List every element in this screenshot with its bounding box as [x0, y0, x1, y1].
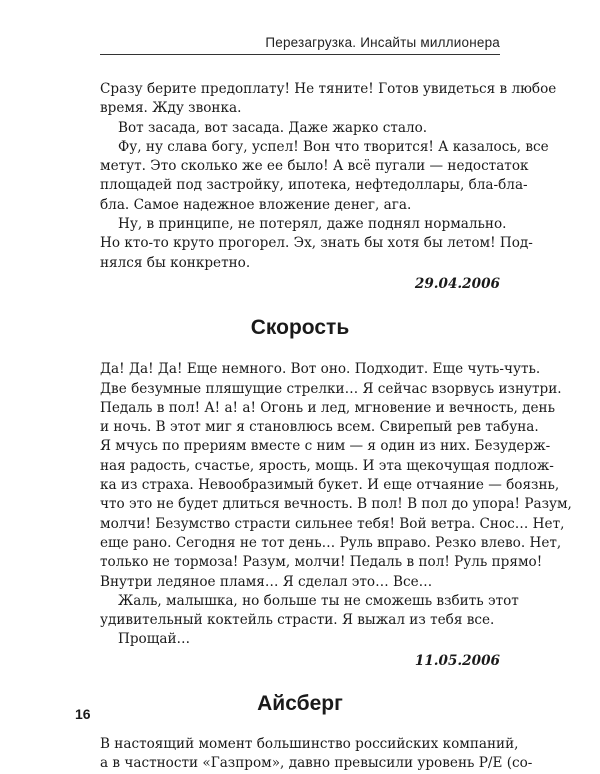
paragraph-line: время. Жду звонка.: [100, 100, 242, 117]
section-heading: Скорость: [250, 316, 350, 340]
entry-date: 29.04.2006: [414, 275, 500, 292]
paragraph-line: Прощай…: [118, 631, 191, 648]
paragraph-line: Педаль в пол! А! а! а! Огонь и лед, мгновение и вечность, день: [100, 399, 556, 416]
paragraph-line: Вот засада, вот засада. Даже жарко стало.: [118, 119, 428, 136]
paragraph-line: Две безумные пляшущие стрелки… Я сейчас взорвусь изнутри.: [100, 380, 562, 397]
paragraph-line: площадей под застройку, ипотека, нефтедоллары, бла-бла-: [100, 177, 528, 194]
paragraph-line: бла. Самое надежное вложение денег, ага.: [100, 196, 412, 213]
paragraph-line: Жаль, малышка, но больше ты не сможешь взбить этот: [118, 592, 519, 609]
paragraph-line: Да! Да! Да! Еще немного. Вот оно. Подходит. Еще чуть-чуть.: [100, 361, 541, 378]
paragraph-line: Я мчусь по прериям вместе с ним — я один из них. Безудерж-: [100, 438, 551, 455]
paragraph-line: Внутри ледяное пламя… Я сделал это… Все…: [100, 573, 433, 590]
paragraph-line: ка из страха. Невообразимый букет. И еще отчаяние — боязнь,: [100, 477, 560, 494]
section-heading: Айсберг: [257, 692, 343, 716]
paragraph-line: и ночь. В этот миг я становлюсь всем. Свирепый рев табуна.: [100, 419, 539, 436]
paragraph-line: Фу, ну слава богу, успел! Вон что творится! А казалось, все: [118, 138, 549, 155]
paragraph-line: Ну, в принципе, не потерял, даже поднял нормально.: [118, 216, 507, 233]
paragraph-line: метут. Это сколько же ее было! А всё пугали — недостаток: [100, 158, 529, 175]
page-body: [100, 80, 572, 774]
paragraph-line: удивительный коктейль страсти. Я выжал из тебя все.: [100, 612, 495, 629]
paragraph-line: Сразу берите предоплату! Не тяните! Готов увидеться в любое: [100, 81, 557, 97]
paragraph-line: ная радость, счастье, ярость, мощь. И эта щекочущая подлож-: [100, 457, 554, 474]
entry-date: 11.05.2006: [414, 652, 500, 669]
page-number: 16: [75, 706, 91, 722]
paragraph-line: еще рано. Сегодня не тот день… Руль вправо. Резко влево. Нет,: [100, 534, 562, 551]
paragraph-line: Но кто-то круто прогорел. Эх, знать бы хотя бы летом! Под-: [100, 235, 533, 252]
running-head: Перезагрузка. Инсайты миллионера: [100, 35, 500, 55]
paragraph-line: молчи! Безумство страсти сильнее тебя! Вой ветра. Снос… Нет,: [100, 515, 565, 532]
paragraph-line: только не тормоза! Разум, молчи! Педаль в пол! Руль прямо!: [100, 554, 543, 571]
paragraph-line: а в частности «Газпром», давно превысили уровень P/E (со-: [100, 755, 533, 772]
paragraph-line: что это не будет длиться вечность. В пол! В пол до упора! Разум,: [100, 496, 572, 513]
paragraph-line: нялся бы конкретно.: [100, 254, 251, 271]
paragraph-line: В настоящий момент большинство российских компаний,: [100, 736, 519, 753]
